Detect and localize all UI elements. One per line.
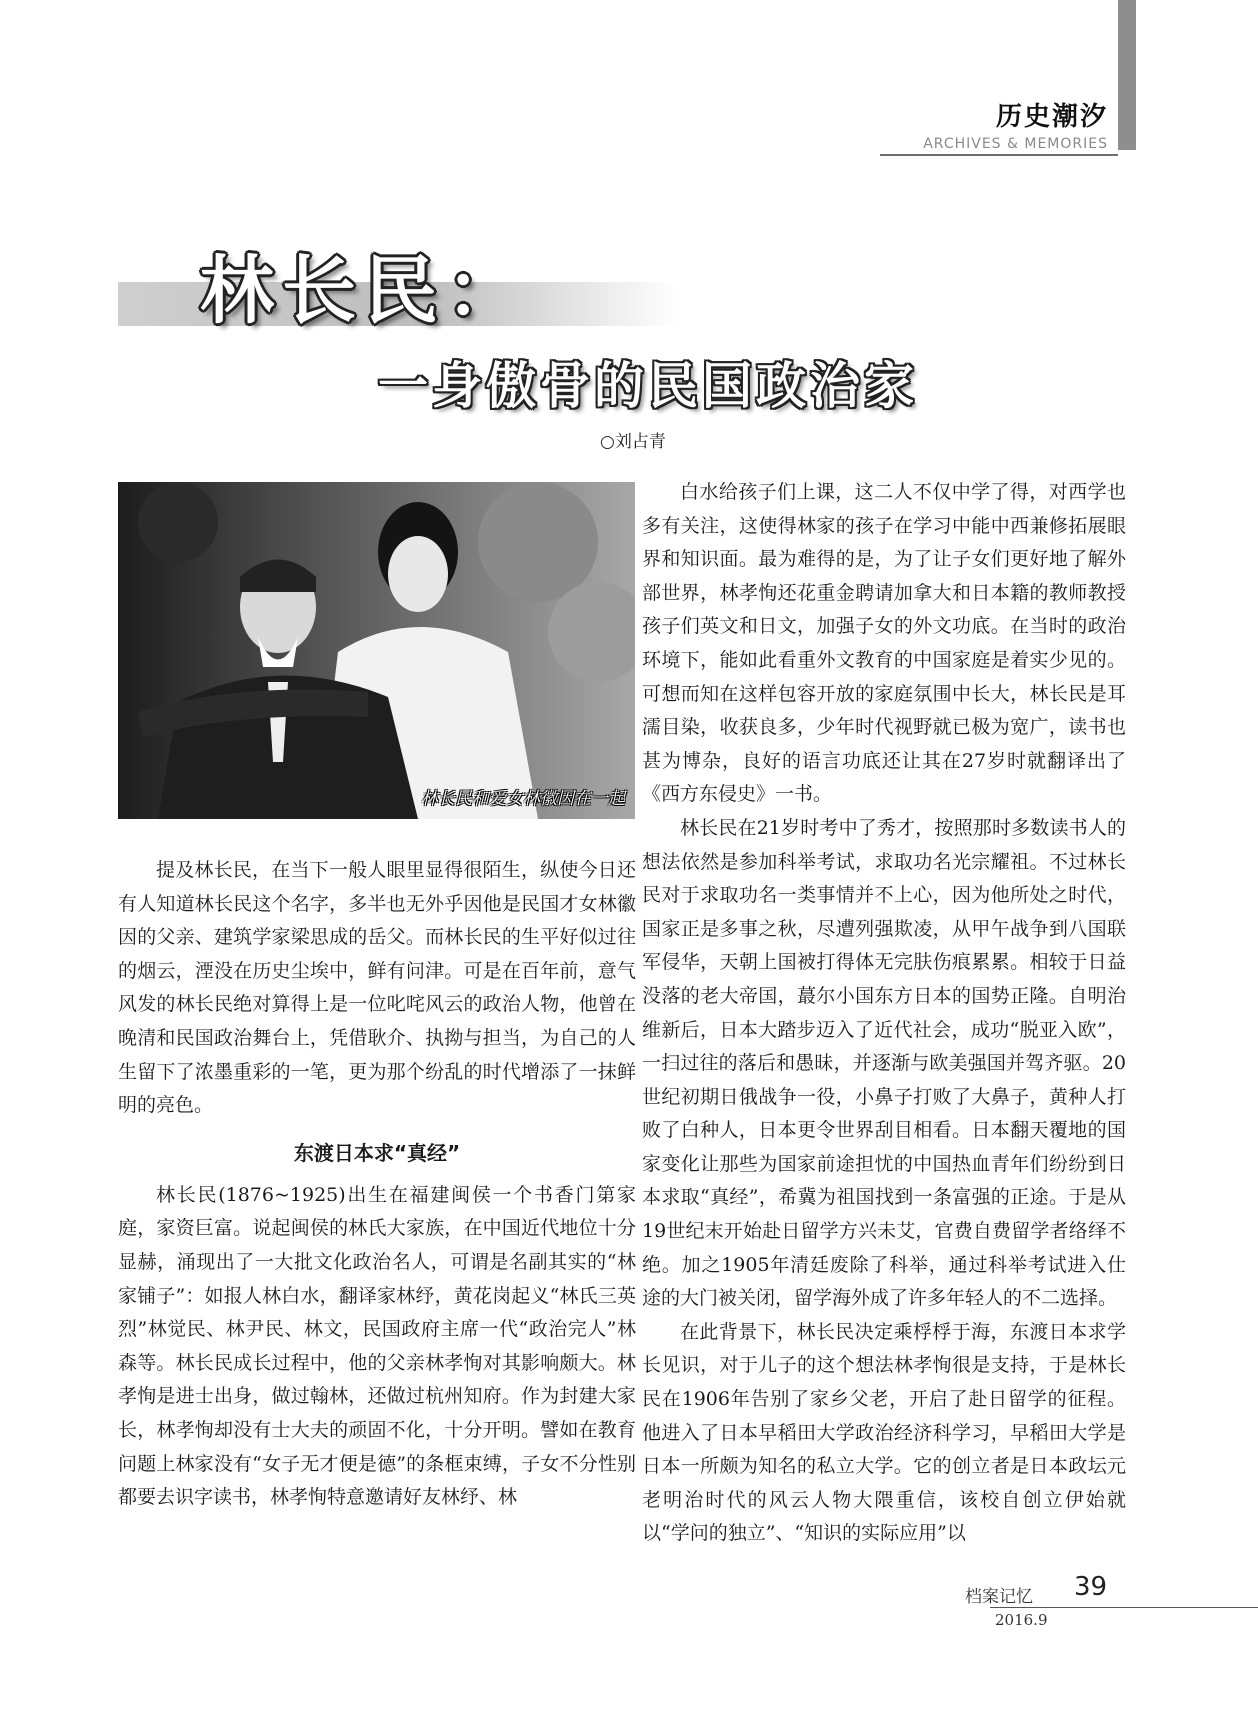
paragraph: 白水给孩子们上课，这二人不仅中学了得，对西学也多有关注，这使得林家的孩子在学习中能中西兼修拓展眼界和知识面。最为难得的是，为了让子女们更好地了解外部世界，林孝恂还花重金聘请加拿大和日本籍的教师教授孩子们英文和日文，加强子女的外文功底。在当时的政治环境下，能如此看重外文教育的中国家庭是着实少见的。可想而知在这样包容开放的家庭氛围中长大，林长民是耳濡目染，收获良多，少年时代视野就已极为宽广，读书也甚为博杂，良好的语言功底还让其在27岁时就翻译出了《西方东侵史》一书。 [642, 481, 1126, 806]
article-photo [118, 482, 635, 819]
paragraph: 林长民(1876~1925)出生在福建闽侯一个书香门第家庭，家资巨富。说起闽侯的林氏大家族，在中国近代地位十分显赫，涌现出了一大批文化政治名人，可谓是名副其实的“林家铺子”：如报人林白水，翻译家林纾，黄花岗起义“林氏三英烈”林觉民、林尹民、林文，民国政府主席一代“政治完人”林森等。林长民成长过程中，他的父亲林孝恂对其影响颇大。林孝恂是进士出身，做过翰林，还做过杭州知府。作为封建大家长，林孝恂却没有士大夫的顽固不化，十分开明。譬如在教育问题上林家没有“女子无才便是德”的条框束缚，子女不分性别都要去识字读书，林孝恂特意邀请好友林纾、林 [118, 1183, 636, 1509]
author-byline: ○刘占青 [600, 432, 666, 452]
magazine-name: 档案记忆 [965, 1587, 1033, 1607]
article-title: 林长民： [200, 248, 528, 334]
subheading: 东渡日本求“真经” [293, 1140, 461, 1165]
right-column [642, 476, 1126, 1551]
page-edge-bar [1118, 0, 1136, 150]
paragraph: 提及林长民，在当下一般人眼里显得很陌生，纵使今日还有人知道林长民这个名字，多半也无外乎因他是民国才女林徽因的父亲、建筑学家梁思成的岳父。而林长民的生平好似过往的烟云，湮没在历史尘埃中，鲜有问津。可是在百年前，意气风发的林长民绝对算得上是一位叱咤风云的政治人物，他曾在晚清和民国政治舞台上，凭借耿介、执拗与担当，为自己的人生留下了浓墨重彩的一笔，更为那个纷乱的时代增添了一抹鲜明的亮色。 [118, 859, 636, 1117]
page-number: 39 [1074, 1572, 1108, 1602]
article-subtitle: 一身傲骨的民国政治家 [378, 357, 918, 415]
paragraph: 在此背景下，林长民决定乘桴桴于海，东渡日本求学长见识，对于儿子的这个想法林孝恂很是支持，于是林长民在1906年告别了家乡父老，开启了赴日留学的征程。他进入了日本早稻田大学政治经济科学习，早稻田大学是日本一所颇为知名的私立大学。它的创立者是日本政坛元老明治时代的风云人物大隈重信，该校自创立伊始就以“学问的独立”、“知识的实际应用”以 [642, 1320, 1126, 1545]
left-column [118, 854, 636, 1515]
photo-caption: 林长民和爱女林徽因在一起 [421, 789, 625, 809]
footer-rule [990, 1607, 1258, 1608]
section-rule [880, 154, 1118, 156]
issue-date: 2016.9 [995, 1611, 1048, 1629]
section-subtitle: ARCHIVES & MEMORIES [923, 136, 1108, 152]
photo-illustration [118, 482, 635, 819]
paragraph: 林长民在21岁时考中了秀才，按照那时多数读书人的想法依然是参加科举考试，求取功名光宗耀祖。不过林长民对于求取功名一类事情并不上心，因为他所处之时代，国家正是多事之秋，尽遭列强欺凌，从甲午战争到八国联军侵华，天朝上国被打得体无完肤伤痕累累。相较于日益没落的老大帝国，蕞尔小国东方日本的国势正隆。自明治维新后，日本大踏步迈入了近代社会，成功“脱亚入欧”，一扫过往的落后和愚昧，并逐渐与欧美强国并驾齐驱。20世纪初期日俄战争一役，小鼻子打败了大鼻子，黄种人打败了白种人，日本更令世界刮目相看。日本翻天覆地的国家变化让那些为国家前途担忧的中国热血青年们纷纷到日本求取“真经”，希冀为祖国找到一条富强的正途。于是从19世纪末开始赴日留学方兴未艾，官费自费留学者络绎不绝。加之1905年清廷废除了科举，通过科举考试进入仕途的大门被关闭，留学海外成了许多年轻人的不二选择。 [642, 816, 1126, 1310]
section-title: 历史潮汐 [995, 102, 1108, 132]
